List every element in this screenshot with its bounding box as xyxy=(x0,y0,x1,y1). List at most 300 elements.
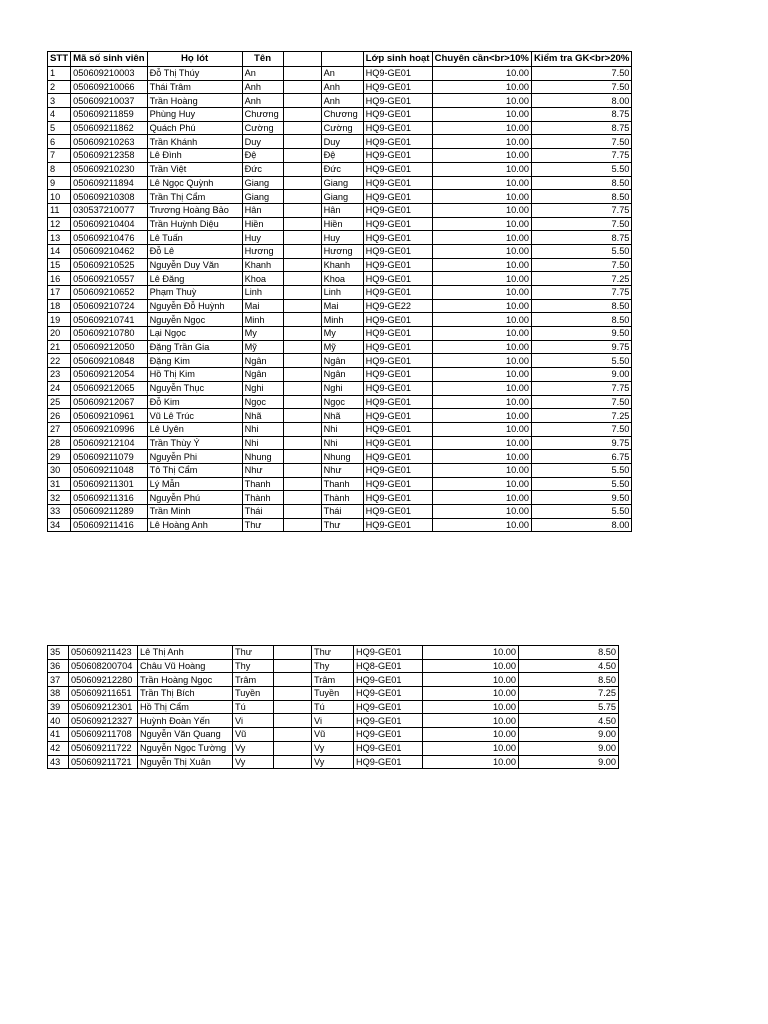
cell-last-name: Đặng Kim xyxy=(147,354,242,368)
cell-first-name: Khoa xyxy=(242,272,283,286)
header-class: Lớp sinh hoạt xyxy=(363,52,432,67)
cell-student-id: 050609211048 xyxy=(71,463,147,477)
cell-midterm: 7.25 xyxy=(531,272,631,286)
table-row xyxy=(48,450,632,464)
header-blank xyxy=(283,52,321,67)
cell-name-repeat: My xyxy=(321,327,363,341)
cell-first-name: Tuyền xyxy=(233,687,274,701)
header-midterm: Kiểm tra GK<br>20% xyxy=(531,52,631,67)
cell-class: HQ9-GE01 xyxy=(363,272,432,286)
cell-midterm: 4.50 xyxy=(519,714,619,728)
cell-first-name: Nhã xyxy=(242,409,283,423)
cell-midterm: 9.00 xyxy=(531,368,631,382)
cell-name-repeat: Ngân xyxy=(321,354,363,368)
table-row xyxy=(48,299,632,313)
cell-name-repeat: Khanh xyxy=(321,258,363,272)
cell-class: HQ9-GE01 xyxy=(354,755,423,769)
cell-student-id: 050609212280 xyxy=(69,673,138,687)
cell-first-name: Trâm xyxy=(233,673,274,687)
cell-attendance: 10.00 xyxy=(432,272,531,286)
cell-first-name: Thy xyxy=(233,659,274,673)
cell-class: HQ9-GE01 xyxy=(363,108,432,122)
cell-stt: 24 xyxy=(48,381,71,395)
cell-name-repeat: Ngọc xyxy=(321,395,363,409)
cell-blank xyxy=(283,244,321,258)
table-row xyxy=(48,381,632,395)
cell-last-name: Thái Trâm xyxy=(147,80,242,94)
cell-blank xyxy=(274,687,312,701)
cell-first-name: Thư xyxy=(233,646,274,660)
cell-midterm: 8.50 xyxy=(519,646,619,660)
cell-stt: 4 xyxy=(48,108,71,122)
cell-class: HQ9-GE01 xyxy=(354,728,423,742)
cell-student-id: 050609211316 xyxy=(71,491,147,505)
table-row xyxy=(48,244,632,258)
cell-stt: 1 xyxy=(48,67,71,81)
table-row xyxy=(48,313,632,327)
cell-first-name: Ngọc xyxy=(242,395,283,409)
cell-stt: 33 xyxy=(48,505,71,519)
cell-midterm: 5.50 xyxy=(531,244,631,258)
cell-first-name: Khanh xyxy=(242,258,283,272)
cell-first-name: Hương xyxy=(242,244,283,258)
cell-first-name: Nghi xyxy=(242,381,283,395)
cell-student-id: 050609211721 xyxy=(69,755,138,769)
cell-name-repeat: Như xyxy=(321,463,363,477)
cell-midterm: 8.00 xyxy=(531,518,631,532)
cell-name-repeat: Tuyền xyxy=(312,687,354,701)
cell-stt: 11 xyxy=(48,203,71,217)
cell-first-name: Vy xyxy=(233,755,274,769)
cell-first-name: Nhi xyxy=(242,422,283,436)
cell-class: HQ9-GE01 xyxy=(363,176,432,190)
cell-last-name: Phạm Thuỳ xyxy=(147,286,242,300)
cell-last-name: Trần Hoàng xyxy=(147,94,242,108)
cell-stt: 22 xyxy=(48,354,71,368)
cell-first-name: Thái xyxy=(242,505,283,519)
cell-attendance: 10.00 xyxy=(432,313,531,327)
table-row xyxy=(48,108,632,122)
cell-midterm: 5.50 xyxy=(531,505,631,519)
cell-attendance: 10.00 xyxy=(432,409,531,423)
cell-midterm: 7.25 xyxy=(531,409,631,423)
cell-class: HQ9-GE01 xyxy=(363,244,432,258)
cell-midterm: 8.75 xyxy=(531,231,631,245)
cell-first-name: Vũ xyxy=(233,728,274,742)
header-student-id: Mã số sinh viên xyxy=(71,52,147,67)
table-row xyxy=(48,518,632,532)
cell-blank xyxy=(283,354,321,368)
cell-first-name: Mai xyxy=(242,299,283,313)
cell-attendance: 10.00 xyxy=(432,149,531,163)
cell-first-name: Như xyxy=(242,463,283,477)
cell-first-name: Tú xyxy=(233,700,274,714)
cell-blank xyxy=(274,714,312,728)
cell-class: HQ9-GE01 xyxy=(354,714,423,728)
cell-class: HQ9-GE01 xyxy=(363,231,432,245)
cell-name-repeat: Đệ xyxy=(321,149,363,163)
table-row xyxy=(48,286,632,300)
cell-stt: 23 xyxy=(48,368,71,382)
cell-name-repeat: Nhung xyxy=(321,450,363,464)
table-row xyxy=(48,673,619,687)
cell-class: HQ9-GE01 xyxy=(363,149,432,163)
header-last-name: Họ lót xyxy=(147,52,242,67)
table-row xyxy=(48,659,619,673)
cell-stt: 31 xyxy=(48,477,71,491)
cell-attendance: 10.00 xyxy=(432,299,531,313)
cell-stt: 39 xyxy=(48,700,69,714)
cell-first-name: Nhi xyxy=(242,436,283,450)
cell-blank xyxy=(274,673,312,687)
cell-midterm: 9.50 xyxy=(531,327,631,341)
cell-class: HQ9-GE01 xyxy=(354,673,423,687)
cell-student-id: 050609211079 xyxy=(71,450,147,464)
cell-class: HQ9-GE01 xyxy=(363,463,432,477)
cell-first-name: Anh xyxy=(242,94,283,108)
cell-name-repeat: Thư xyxy=(321,518,363,532)
cell-name-repeat: Nhi xyxy=(321,422,363,436)
cell-student-id: 050609211722 xyxy=(69,741,138,755)
table-row xyxy=(48,741,619,755)
cell-last-name: Nguyễn Thục xyxy=(147,381,242,395)
cell-attendance: 10.00 xyxy=(432,505,531,519)
cell-student-id: 050609211651 xyxy=(69,687,138,701)
cell-midterm: 9.00 xyxy=(519,728,619,742)
cell-name-repeat: Thư xyxy=(312,646,354,660)
cell-student-id: 050609210263 xyxy=(71,135,147,149)
cell-blank xyxy=(283,299,321,313)
cell-stt: 9 xyxy=(48,176,71,190)
cell-student-id: 050609211862 xyxy=(71,121,147,135)
cell-stt: 34 xyxy=(48,518,71,532)
cell-blank xyxy=(283,135,321,149)
cell-attendance: 10.00 xyxy=(423,741,519,755)
cell-attendance: 10.00 xyxy=(432,340,531,354)
cell-student-id: 050609210404 xyxy=(71,217,147,231)
cell-attendance: 10.00 xyxy=(432,176,531,190)
cell-attendance: 10.00 xyxy=(432,463,531,477)
cell-name-repeat: Thái xyxy=(321,505,363,519)
cell-midterm: 8.75 xyxy=(531,121,631,135)
cell-last-name: Tô Thị Cẩm xyxy=(147,463,242,477)
cell-last-name: Trần Thùy Ý xyxy=(147,436,242,450)
cell-attendance: 10.00 xyxy=(423,728,519,742)
cell-name-repeat: Vi xyxy=(312,714,354,728)
cell-stt: 14 xyxy=(48,244,71,258)
cell-last-name: Nguyễn Ngọc Tường xyxy=(138,741,233,755)
cell-midterm: 7.50 xyxy=(531,258,631,272)
cell-stt: 18 xyxy=(48,299,71,313)
cell-class: HQ8-GE01 xyxy=(354,659,423,673)
cell-student-id: 050609212104 xyxy=(71,436,147,450)
cell-first-name: Minh xyxy=(242,313,283,327)
cell-stt: 8 xyxy=(48,162,71,176)
table-row xyxy=(48,422,632,436)
cell-attendance: 10.00 xyxy=(432,231,531,245)
cell-stt: 7 xyxy=(48,149,71,163)
cell-attendance: 10.00 xyxy=(432,135,531,149)
cell-stt: 13 xyxy=(48,231,71,245)
cell-name-repeat: Đức xyxy=(321,162,363,176)
table-row xyxy=(48,94,632,108)
cell-blank xyxy=(283,94,321,108)
cell-last-name: Lê Thị Anh xyxy=(138,646,233,660)
cell-midterm: 8.75 xyxy=(531,108,631,122)
cell-blank xyxy=(283,162,321,176)
cell-name-repeat: Hân xyxy=(321,203,363,217)
cell-attendance: 10.00 xyxy=(432,121,531,135)
cell-blank xyxy=(283,67,321,81)
cell-class: HQ9-GE01 xyxy=(363,354,432,368)
cell-attendance: 10.00 xyxy=(432,491,531,505)
table-row xyxy=(48,340,632,354)
cell-name-repeat: Huy xyxy=(321,231,363,245)
cell-blank xyxy=(274,646,312,660)
cell-attendance: 10.00 xyxy=(432,108,531,122)
cell-blank xyxy=(274,728,312,742)
cell-name-repeat: Giang xyxy=(321,176,363,190)
cell-name-repeat: Hiền xyxy=(321,217,363,231)
cell-name-repeat: Linh xyxy=(321,286,363,300)
cell-stt: 12 xyxy=(48,217,71,231)
cell-attendance: 10.00 xyxy=(432,436,531,450)
cell-attendance: 10.00 xyxy=(423,687,519,701)
cell-attendance: 10.00 xyxy=(432,203,531,217)
cell-midterm: 9.00 xyxy=(519,755,619,769)
cell-class: HQ9-GE01 xyxy=(363,422,432,436)
table-body-page-1 xyxy=(48,67,632,532)
cell-blank xyxy=(283,340,321,354)
table-row xyxy=(48,217,632,231)
cell-last-name: Nguyễn Văn Quang xyxy=(138,728,233,742)
table-row xyxy=(48,327,632,341)
cell-student-id: 050609212301 xyxy=(69,700,138,714)
cell-blank xyxy=(283,491,321,505)
cell-last-name: Quách Phú xyxy=(147,121,242,135)
cell-stt: 5 xyxy=(48,121,71,135)
cell-student-id: 050609210741 xyxy=(71,313,147,327)
cell-last-name: Lý Mẫn xyxy=(147,477,242,491)
cell-last-name: Nguyễn Phú xyxy=(147,491,242,505)
cell-student-id: 050608200704 xyxy=(69,659,138,673)
table-row xyxy=(48,409,632,423)
cell-attendance: 10.00 xyxy=(423,755,519,769)
cell-name-repeat: Trâm xyxy=(312,673,354,687)
cell-name-repeat: Nghi xyxy=(321,381,363,395)
cell-blank xyxy=(274,741,312,755)
cell-midterm: 7.75 xyxy=(531,149,631,163)
cell-stt: 25 xyxy=(48,395,71,409)
cell-student-id: 050609210476 xyxy=(71,231,147,245)
table-row xyxy=(48,687,619,701)
cell-name-repeat: Chương xyxy=(321,108,363,122)
cell-first-name: Vy xyxy=(233,741,274,755)
cell-name-repeat: Tú xyxy=(312,700,354,714)
table-row xyxy=(48,176,632,190)
cell-class: HQ9-GE01 xyxy=(363,135,432,149)
cell-midterm: 5.50 xyxy=(531,477,631,491)
cell-attendance: 10.00 xyxy=(432,94,531,108)
cell-stt: 36 xyxy=(48,659,69,673)
cell-name-repeat: Anh xyxy=(321,80,363,94)
cell-blank xyxy=(283,286,321,300)
cell-last-name: Trần Hoàng Ngọc xyxy=(138,673,233,687)
cell-first-name: Ngân xyxy=(242,368,283,382)
cell-student-id: 050609211301 xyxy=(71,477,147,491)
cell-last-name: Trần Minh xyxy=(147,505,242,519)
cell-stt: 3 xyxy=(48,94,71,108)
cell-first-name: An xyxy=(242,67,283,81)
grade-table-page-2 xyxy=(47,645,619,769)
cell-midterm: 7.50 xyxy=(531,422,631,436)
cell-blank xyxy=(283,149,321,163)
cell-class: HQ9-GE01 xyxy=(363,286,432,300)
cell-stt: 37 xyxy=(48,673,69,687)
cell-midterm: 4.50 xyxy=(519,659,619,673)
cell-class: HQ9-GE01 xyxy=(363,395,432,409)
cell-attendance: 10.00 xyxy=(423,714,519,728)
cell-last-name: Lê Hoàng Anh xyxy=(147,518,242,532)
table-row xyxy=(48,477,632,491)
cell-student-id: 050609210525 xyxy=(71,258,147,272)
cell-first-name: Mỹ xyxy=(242,340,283,354)
cell-first-name: Hiền xyxy=(242,217,283,231)
cell-class: HQ9-GE01 xyxy=(363,491,432,505)
cell-last-name: Lê Đình xyxy=(147,149,242,163)
table-row xyxy=(48,646,619,660)
cell-midterm: 9.75 xyxy=(531,436,631,450)
cell-name-repeat: Mỹ xyxy=(321,340,363,354)
table-row xyxy=(48,505,632,519)
cell-name-repeat: Vy xyxy=(312,755,354,769)
cell-stt: 41 xyxy=(48,728,69,742)
table-row xyxy=(48,728,619,742)
cell-class: HQ9-GE01 xyxy=(363,162,432,176)
table-row xyxy=(48,80,632,94)
cell-class: HQ9-GE01 xyxy=(363,217,432,231)
cell-first-name: Vi xyxy=(233,714,274,728)
cell-stt: 40 xyxy=(48,714,69,728)
cell-name-repeat: Giang xyxy=(321,190,363,204)
cell-student-id: 050609210003 xyxy=(71,67,147,81)
cell-first-name: Ngân xyxy=(242,354,283,368)
cell-name-repeat: Thành xyxy=(321,491,363,505)
table-row xyxy=(48,395,632,409)
cell-last-name: Nguyễn Ngọc xyxy=(147,313,242,327)
cell-first-name: Thanh xyxy=(242,477,283,491)
cell-blank xyxy=(283,313,321,327)
cell-midterm: 7.50 xyxy=(531,80,631,94)
cell-last-name: Lê Tuấn xyxy=(147,231,242,245)
cell-last-name: Nguyễn Đỗ Huỳnh xyxy=(147,299,242,313)
table-row xyxy=(48,436,632,450)
cell-midterm: 8.50 xyxy=(531,190,631,204)
cell-student-id: 050609211289 xyxy=(71,505,147,519)
cell-first-name: Đức xyxy=(242,162,283,176)
table-row xyxy=(48,700,619,714)
cell-last-name: Trần Thị Cẩm xyxy=(147,190,242,204)
cell-blank xyxy=(274,659,312,673)
cell-class: HQ9-GE01 xyxy=(354,741,423,755)
cell-attendance: 10.00 xyxy=(423,700,519,714)
cell-last-name: Đặng Trần Gia xyxy=(147,340,242,354)
cell-midterm: 8.50 xyxy=(531,313,631,327)
table-row xyxy=(48,67,632,81)
cell-student-id: 050609210961 xyxy=(71,409,147,423)
cell-stt: 15 xyxy=(48,258,71,272)
cell-last-name: Nguyễn Duy Văn xyxy=(147,258,242,272)
cell-attendance: 10.00 xyxy=(432,190,531,204)
cell-blank xyxy=(283,272,321,286)
cell-attendance: 10.00 xyxy=(423,646,519,660)
cell-name-repeat: Vy xyxy=(312,741,354,755)
cell-midterm: 7.50 xyxy=(531,395,631,409)
cell-attendance: 10.00 xyxy=(432,422,531,436)
cell-blank xyxy=(283,409,321,423)
table-row xyxy=(48,491,632,505)
cell-name-repeat: Khoa xyxy=(321,272,363,286)
cell-blank xyxy=(283,477,321,491)
cell-class: HQ9-GE01 xyxy=(363,450,432,464)
cell-first-name: Thành xyxy=(242,491,283,505)
table-row xyxy=(48,368,632,382)
cell-blank xyxy=(283,217,321,231)
header-stt: STT xyxy=(48,52,71,67)
cell-blank xyxy=(283,463,321,477)
cell-name-repeat: Nhi xyxy=(321,436,363,450)
cell-name-repeat: Minh xyxy=(321,313,363,327)
cell-last-name: Trần Việt xyxy=(147,162,242,176)
cell-stt: 26 xyxy=(48,409,71,423)
cell-last-name: Nguyễn Thị Xuân xyxy=(138,755,233,769)
cell-blank xyxy=(274,755,312,769)
cell-midterm: 9.75 xyxy=(531,340,631,354)
cell-attendance: 10.00 xyxy=(432,518,531,532)
cell-first-name: Hân xyxy=(242,203,283,217)
cell-class: HQ9-GE01 xyxy=(363,518,432,532)
cell-last-name: Lại Ngọc xyxy=(147,327,242,341)
cell-student-id: 050609210557 xyxy=(71,272,147,286)
cell-student-id: 050609210066 xyxy=(71,80,147,94)
cell-last-name: Đỗ Kim xyxy=(147,395,242,409)
cell-first-name: My xyxy=(242,327,283,341)
header-first-name: Tên xyxy=(242,52,283,67)
cell-attendance: 10.00 xyxy=(432,162,531,176)
cell-stt: 2 xyxy=(48,80,71,94)
cell-attendance: 10.00 xyxy=(423,673,519,687)
table-row xyxy=(48,231,632,245)
cell-stt: 27 xyxy=(48,422,71,436)
cell-class: HQ9-GE01 xyxy=(354,687,423,701)
cell-student-id: 050609210652 xyxy=(71,286,147,300)
cell-blank xyxy=(283,395,321,409)
cell-last-name: Hồ Thị Kim xyxy=(147,368,242,382)
cell-last-name: Vũ Lê Trúc xyxy=(147,409,242,423)
cell-stt: 16 xyxy=(48,272,71,286)
cell-student-id: 050609210462 xyxy=(71,244,147,258)
cell-attendance: 10.00 xyxy=(432,217,531,231)
cell-class: HQ9-GE01 xyxy=(363,477,432,491)
cell-attendance: 10.00 xyxy=(432,327,531,341)
cell-class: HQ9-GE01 xyxy=(363,340,432,354)
table-row xyxy=(48,714,619,728)
cell-blank xyxy=(283,381,321,395)
cell-student-id: 050609211859 xyxy=(71,108,147,122)
cell-student-id: 050609211708 xyxy=(69,728,138,742)
cell-class: HQ9-GE01 xyxy=(363,381,432,395)
cell-class: HQ9-GE01 xyxy=(363,94,432,108)
